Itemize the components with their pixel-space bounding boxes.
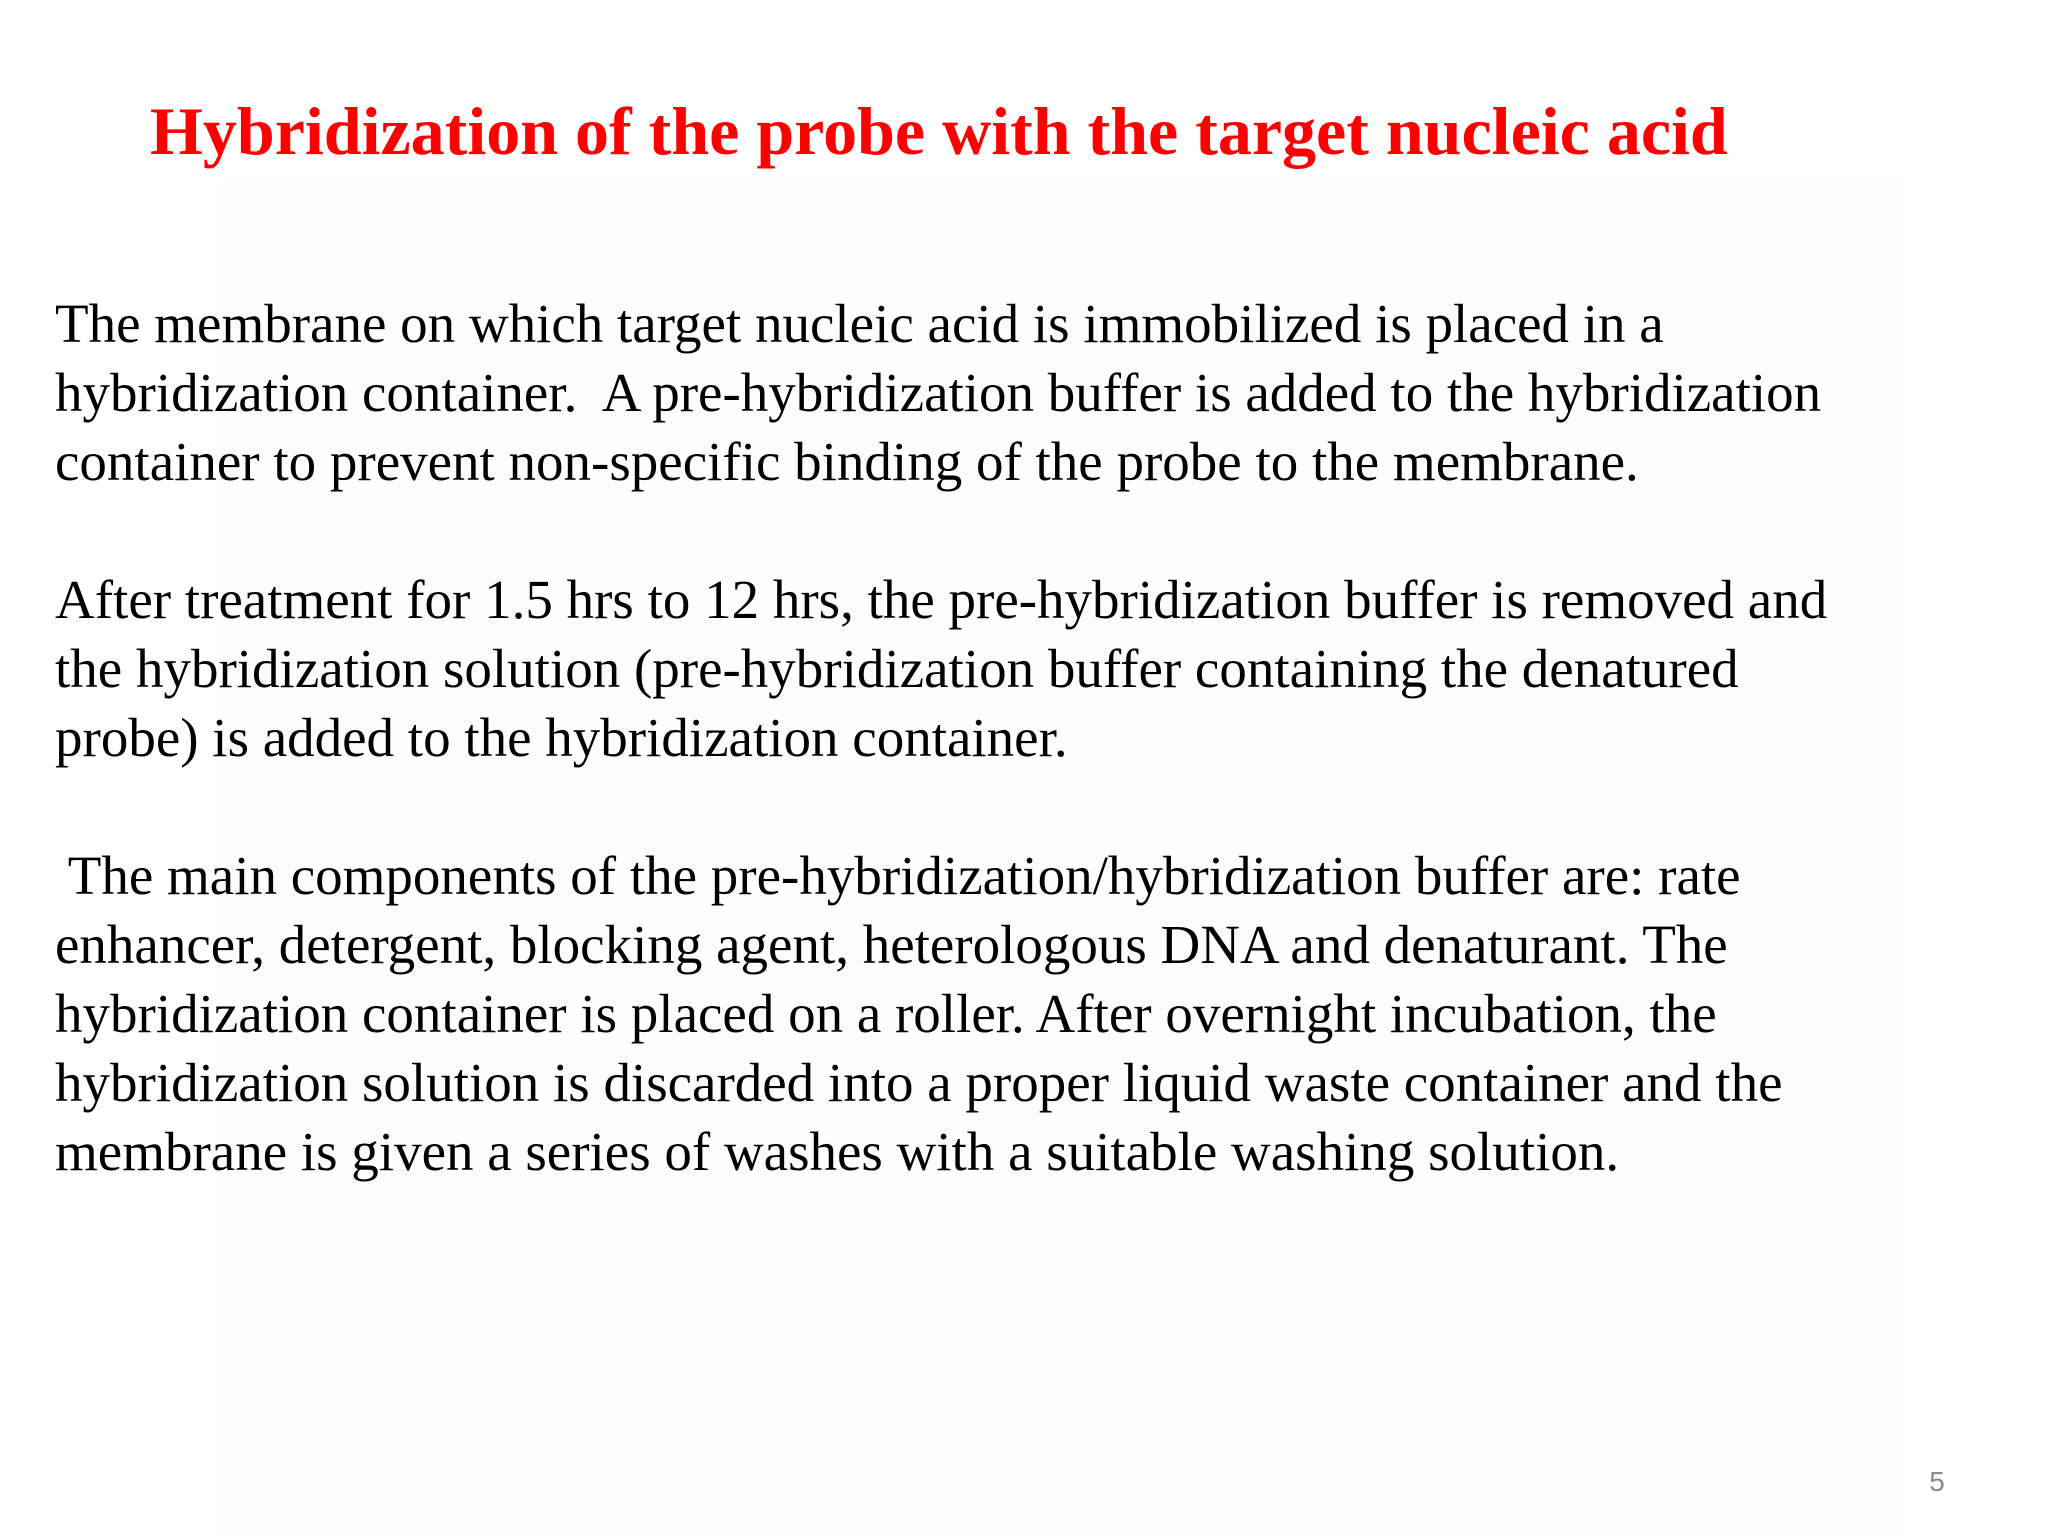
text-line: membrane is given a series of washes with a suitable washing solution. [55,1121,1620,1182]
slide-body [55,289,1985,1255]
slide-title: Hybridization of the probe with the target nucleic acid [150,93,1728,169]
text-line: After treatment for 1.5 hrs to 12 hrs, the pre-hybridization buffer is removed and [55,569,1828,630]
paragraph-buffer-components [55,841,1985,1186]
paragraph-membrane-placement [55,289,1985,496]
text-line: hybridization solution is discarded into a proper liquid waste container and the [55,1052,1783,1113]
text-line: The membrane on which target nucleic acid is immobilized is placed in a [55,293,1664,354]
text-line: the hybridization solution (pre-hybridization buffer containing the denatured [55,638,1739,699]
paragraph-hybridization-solution [55,565,1985,772]
page-number: 5 [1929,1466,1945,1497]
text-line: The main components of the pre-hybridization/hybridization buffer are: rate [55,845,1741,906]
text-line: hybridization container is placed on a roller. After overnight incubation, the [55,983,1717,1044]
text-line: enhancer, detergent, blocking agent, heterologous DNA and denaturant. The [55,914,1728,975]
text-line: hybridization container. A pre-hybridization buffer is added to the hybridization [55,362,1822,423]
text-line: probe) is added to the hybridization container. [55,707,1068,768]
text-line: container to prevent non-specific binding of the probe to the membrane. [55,431,1639,492]
